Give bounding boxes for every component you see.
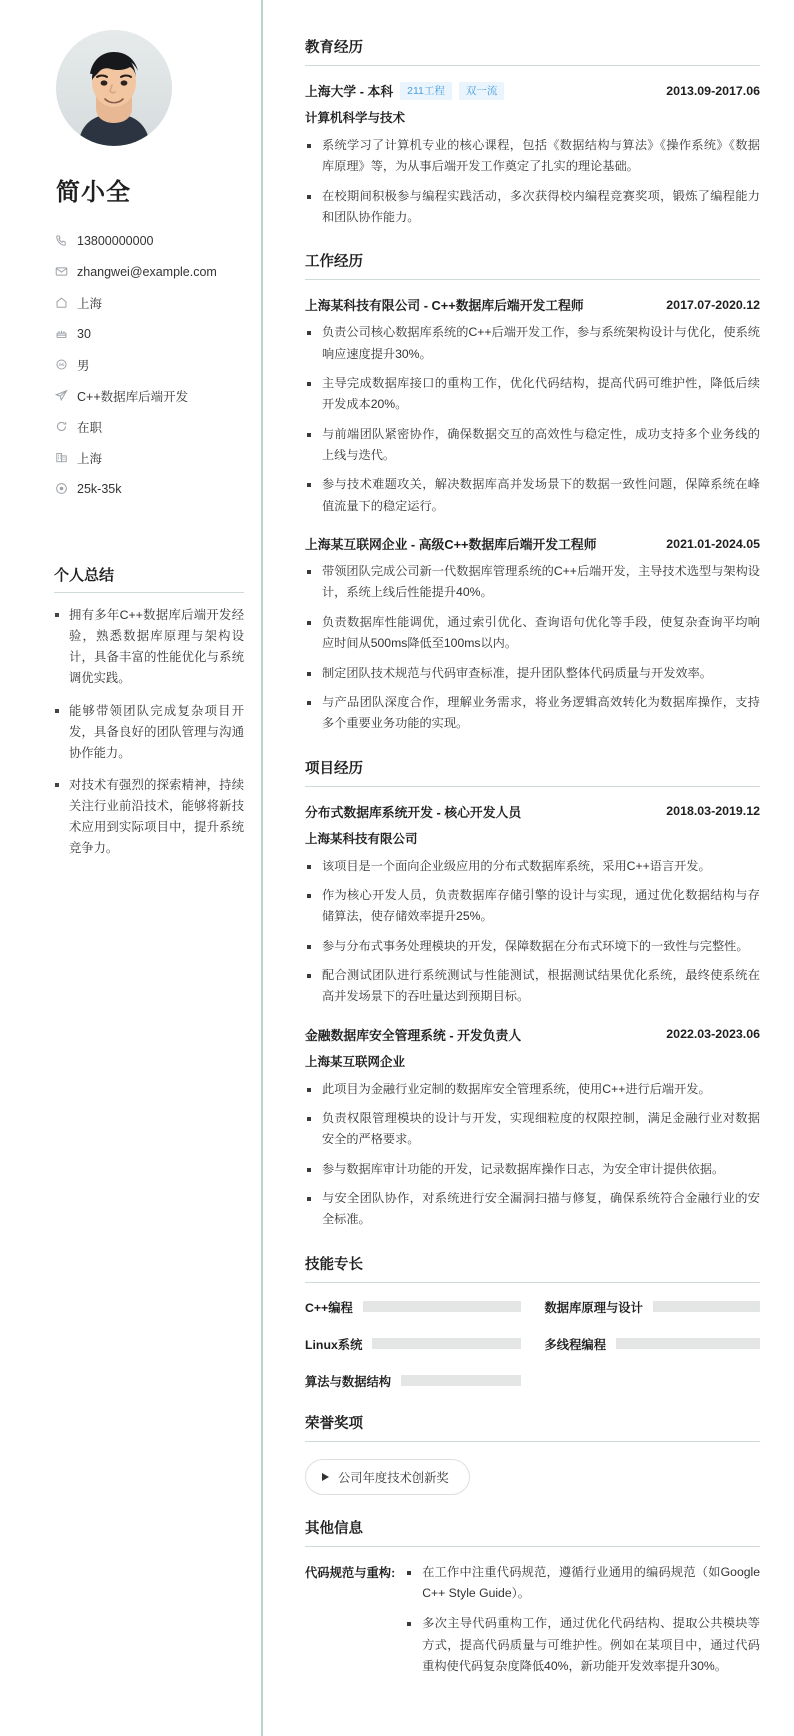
- list-item: 对技术有强烈的探索精神，持续关注行业前沿技术，能够将新技术应用到实际项目中，提升系统竞争力。: [54, 775, 244, 860]
- project-date: 2022.03-2023.06: [666, 1027, 760, 1042]
- work-bullet-list: [305, 561, 760, 734]
- project-bullet-list: [305, 1079, 760, 1231]
- contact-workplace: [54, 442, 239, 473]
- portrait-photo-icon: [56, 30, 172, 146]
- honor-chip-list: [305, 1457, 760, 1495]
- skill-row-linux: [305, 1335, 521, 1353]
- education-entry-head: [305, 81, 760, 100]
- list-item: 该项目是一个面向企业级应用的分布式数据库系统，采用C++语言开发。: [305, 856, 760, 877]
- list-item: 制定团队技术规范与代码审查标准，提升团队整体代码质量与开发效率。: [305, 663, 760, 684]
- contact-job-target: [54, 380, 239, 411]
- projects-title: 项目经历: [305, 757, 760, 787]
- contact-salary-value: 25k-35k: [77, 481, 122, 496]
- education-tag-211: 211工程: [400, 82, 452, 100]
- person-name: 简小全: [56, 179, 131, 206]
- work-entry-head: [305, 295, 760, 314]
- contact-job-target-value: C++数据库后端开发: [77, 389, 189, 404]
- skill-track: [363, 1301, 521, 1312]
- project-bullet-list: [305, 856, 760, 1008]
- work-title: 工作经历: [305, 250, 760, 280]
- contact-phone-value: 13800000000: [77, 233, 154, 248]
- list-item: 能够带领团队完成复杂项目开发，具备良好的团队管理与沟通协作能力。: [54, 701, 244, 764]
- list-item: 参与分布式事务处理模块的开发，保障数据在分布式环境下的一致性与完整性。: [305, 936, 760, 957]
- project-company: 上海某互联网企业: [305, 1054, 406, 1069]
- skill-label: C++编程: [305, 1300, 353, 1315]
- work-position: 上海某科技有限公司 - C++数据库后端开发工程师: [305, 298, 584, 314]
- section-projects: [305, 757, 760, 1231]
- education-date: 2013.09-2017.06: [666, 83, 760, 98]
- project-name: 分布式数据库系统开发 - 核心开发人员: [305, 804, 522, 820]
- other-info-row: [305, 1562, 760, 1687]
- education-entry: [305, 81, 760, 228]
- work-position: 上海某互联网企业 - 高级C++数据库后端开发工程师: [305, 537, 597, 553]
- skill-track: [616, 1338, 760, 1349]
- skills-grid: [305, 1298, 760, 1390]
- list-item: 在工作中注重代码规范，遵循行业通用的编码规范（如Google C++ Style Guide）。: [405, 1562, 760, 1605]
- education-major: 计算机科学与技术: [305, 111, 406, 125]
- skill-label: 算法与数据结构: [305, 1374, 392, 1389]
- list-item: 系统学习了计算机专业的核心课程，包括《数据结构与算法》《操作系统》《数据库原理》等，为从事后端开发工作奠定了扎实的理论基础。: [305, 135, 760, 178]
- education-bullet-list: [305, 135, 760, 228]
- other-info-bullet-list: [405, 1562, 760, 1678]
- contact-phone: [54, 225, 239, 256]
- other-info-title: 其他信息: [305, 1517, 760, 1547]
- project-entry: [305, 802, 760, 1008]
- contact-email: [54, 256, 239, 287]
- skill-label: 多线程编程: [544, 1337, 606, 1352]
- building-icon: [54, 451, 68, 465]
- list-item: 多次主导代码重构工作，通过优化代码结构、提取公共模块等方式，提高代码质量与可维护性。例如在某项目中，通过代码重构使代码复杂度降低40%，新功能开发效率提升30%。: [405, 1613, 760, 1677]
- work-date: 2021.01-2024.05: [666, 536, 760, 551]
- project-entry: [305, 1025, 760, 1231]
- list-item: 拥有多年C++数据库后端开发经验，熟悉数据库原理与架构设计，具备丰富的性能优化与系统调优实践。: [54, 605, 244, 690]
- envelope-icon: [54, 265, 68, 279]
- contact-salary: [54, 473, 239, 504]
- contact-age-value: 30: [77, 326, 91, 341]
- project-date: 2018.03-2019.12: [666, 804, 760, 819]
- skill-label: 数据库原理与设计: [544, 1300, 643, 1315]
- refresh-icon: [54, 420, 68, 434]
- education-title: 教育经历: [305, 36, 760, 66]
- gender-icon: [54, 358, 68, 372]
- skill-row-database: [545, 1298, 761, 1316]
- list-item: 与安全团队协作，对系统进行安全漏洞扫描与修复，确保系统符合金融行业的安全标准。: [305, 1188, 760, 1231]
- skill-row-algorithms: [305, 1372, 521, 1390]
- list-item: 参与数据库审计功能的开发，记录数据库操作日志，为安全审计提供依据。: [305, 1159, 760, 1180]
- list-item: 与前端团队紧密协作，确保数据交互的高效性与稳定性，成功支持多个业务线的上线与迭代。: [305, 424, 760, 467]
- honors-title: 荣誉奖项: [305, 1412, 760, 1442]
- contact-email-value: zhangwei@example.com: [77, 264, 217, 279]
- list-item: 参与技术难题攻关，解决数据库高并发场景下的数据一致性问题，保障系统在峰值流量下的稳定运行。: [305, 474, 760, 517]
- section-honors: [305, 1412, 760, 1495]
- work-bullet-list: [305, 322, 760, 517]
- section-work: [305, 250, 760, 734]
- summary-title: 个人总结: [54, 564, 244, 593]
- project-entry-head: [305, 1025, 760, 1044]
- contact-status-value: 在职: [77, 420, 103, 435]
- list-item: 配合测试团队进行系统测试与性能测试，根据测试结果优化系统，最终使系统在高并发场景下的吞吐量达到预期目标。: [305, 965, 760, 1008]
- contact-location-value: 上海: [77, 296, 103, 311]
- work-date: 2017.07-2020.12: [666, 297, 760, 312]
- contact-gender-value: 男: [77, 358, 90, 373]
- contact-location: [54, 287, 239, 318]
- summary-section: [54, 564, 244, 860]
- work-entry: [305, 295, 760, 517]
- contact-age: [54, 318, 239, 349]
- cake-icon: [54, 327, 68, 341]
- education-entry-head-left: [305, 81, 504, 100]
- triangle-right-icon: [322, 1473, 329, 1481]
- contact-gender: [54, 349, 239, 380]
- contact-workplace-value: 上海: [77, 451, 103, 466]
- list-item: 作为核心开发人员，负责数据库存储引擎的设计与实现，通过优化数据结构与存储算法，使存储效率提升25%。: [305, 885, 760, 928]
- other-info-body: [405, 1562, 760, 1687]
- other-info-label: 代码规范与重构:: [305, 1565, 396, 1580]
- section-skills: [305, 1253, 760, 1390]
- list-item: 此项目为金融行业定制的数据库安全管理系统，使用C++进行后端开发。: [305, 1079, 760, 1100]
- contact-list: [54, 225, 239, 504]
- list-item: 带领团队完成公司新一代数据库管理系统的C++后端开发，主导技术选型与架构设计，系统上线后性能提升40%。: [305, 561, 760, 604]
- work-entry-head: [305, 534, 760, 553]
- honor-chip[interactable]: [305, 1459, 470, 1495]
- list-item: 主导完成数据库接口的重构工作，优化代码结构，提高代码可维护性，降低后续开发成本20%。: [305, 373, 760, 416]
- work-entry: [305, 534, 760, 734]
- education-school: 上海大学 - 本科: [305, 84, 394, 99]
- skill-row-cpp: [305, 1298, 521, 1316]
- section-other-info: [305, 1517, 760, 1687]
- project-company: 上海某科技有限公司: [305, 831, 418, 846]
- education-tag-shuangyiliu: 双一流: [459, 82, 505, 100]
- list-item: 负责公司核心数据库系统的C++后端开发工作，参与系统架构设计与优化，使系统响应速度提升30%。: [305, 322, 760, 365]
- list-item: 负责权限管理模块的设计与开发，实现细粒度的权限控制，满足金融行业对数据安全的严格要求。: [305, 1108, 760, 1151]
- skill-track: [372, 1338, 520, 1349]
- summary-bullet-list: [54, 605, 244, 860]
- skill-label: Linux系统: [305, 1337, 363, 1352]
- list-item: 在校期间积极参与编程实践活动，多次获得校内编程竞赛奖项，锻炼了编程能力和团队协作能力。: [305, 186, 760, 229]
- contact-status: [54, 411, 239, 442]
- list-item: 负责数据库性能调优，通过索引优化、查询语句优化等手段，使复杂查询平均响应时间从500ms降低至100ms以内。: [305, 612, 760, 655]
- paper-plane-icon: [54, 389, 68, 403]
- honor-chip-label: 公司年度技术创新奖: [338, 1470, 449, 1485]
- phone-icon: [54, 234, 68, 248]
- coin-icon: [54, 482, 68, 496]
- skill-track: [401, 1375, 520, 1386]
- project-entry-head: [305, 802, 760, 821]
- section-education: [305, 36, 760, 228]
- skill-track: [653, 1301, 760, 1312]
- avatar: [56, 30, 172, 146]
- skills-title: 技能专长: [305, 1253, 760, 1283]
- home-icon: [54, 296, 68, 310]
- list-item: 与产品团队深度合作，理解业务需求，将业务逻辑高效转化为数据库操作，支持多个重要业务功能的实现。: [305, 692, 760, 735]
- main-content: [263, 0, 794, 1736]
- sidebar: [0, 0, 263, 1736]
- project-name: 金融数据库安全管理系统 - 开发负责人: [305, 1027, 522, 1043]
- skill-row-multithread: [545, 1335, 761, 1353]
